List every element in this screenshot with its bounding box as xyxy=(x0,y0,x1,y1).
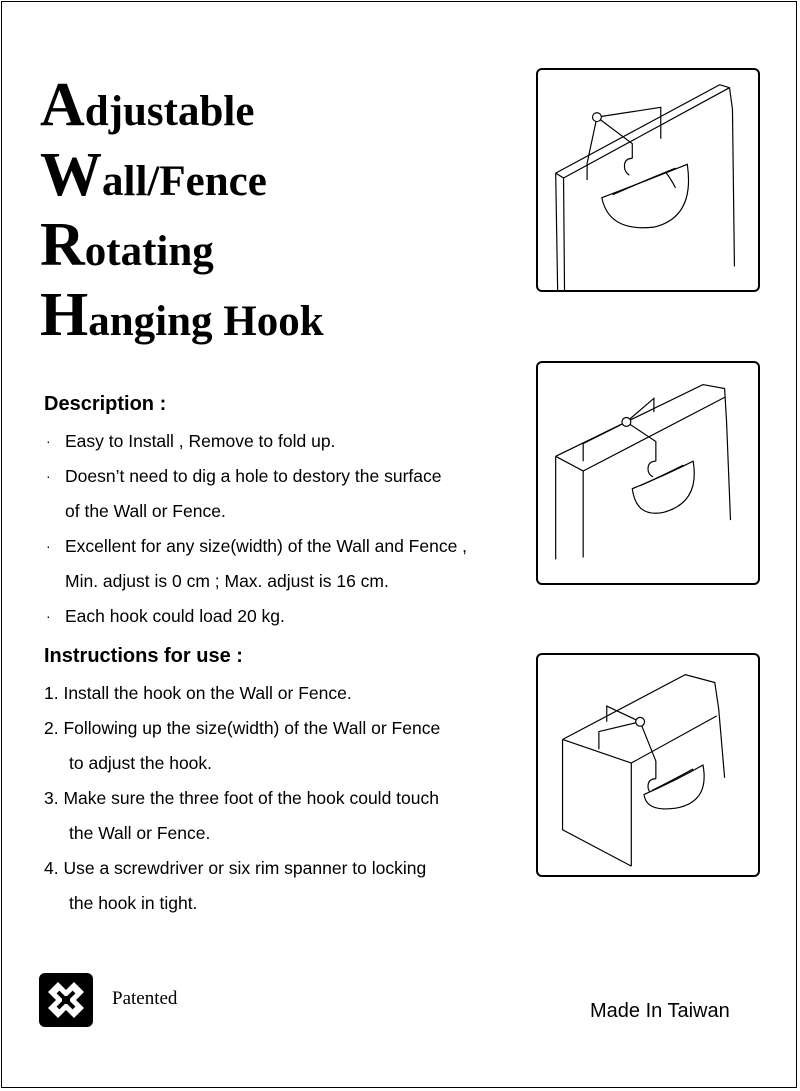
made-in-label: Made In Taiwan xyxy=(590,1000,730,1022)
recycle-icon xyxy=(38,972,94,1028)
bullet: · xyxy=(46,468,51,484)
description-item: · Excellent for any size(width) of the Wall and Fence , Min. adjust is 0 cm ; Max. adjust is 16 cm. xyxy=(44,529,467,599)
figure-thick-wall xyxy=(536,653,760,877)
bullet: · xyxy=(46,538,51,554)
figure-medium-wall xyxy=(536,361,760,585)
figure-thin-fence xyxy=(536,68,760,292)
title-line-1: Adjustable xyxy=(40,71,255,139)
bullet: · xyxy=(46,433,51,449)
patented-label: Patented xyxy=(112,988,178,1009)
description-item: · Doesn’t need to dig a hole to destory the surface of the Wall or Fence. xyxy=(44,459,467,529)
hook-on-medium-wall-illustration xyxy=(538,363,758,583)
hook-on-thick-wall-illustration xyxy=(538,655,758,875)
hook-on-thin-fence-illustration xyxy=(538,70,758,290)
instruction-item: 2. Following up the size(width) of the Wall or Fence to adjust the hook. xyxy=(44,718,441,773)
instructions-list xyxy=(44,676,440,921)
title-line-2: Wall/Fence xyxy=(40,141,267,209)
description-item: · Each hook could load 20 kg. xyxy=(44,599,467,634)
description-heading: Description : xyxy=(44,393,167,415)
instruction-item: 1. Install the hook on the Wall or Fence. xyxy=(44,683,352,703)
instruction-item: 3. Make sure the three foot of the hook could touch the Wall or Fence. xyxy=(44,788,439,843)
product-title xyxy=(40,70,324,350)
bullet: · xyxy=(46,608,51,624)
description-list xyxy=(44,424,467,634)
description-item: · Easy to Install , Remove to fold up. xyxy=(44,424,467,459)
title-line-3: Rotating xyxy=(40,211,214,279)
instruction-item: 4. Use a screwdriver or six rim spanner to locking the hook in tight. xyxy=(44,858,427,913)
title-line-4: Hanging Hook xyxy=(40,281,324,349)
instructions-heading: Instructions for use : xyxy=(44,645,243,667)
